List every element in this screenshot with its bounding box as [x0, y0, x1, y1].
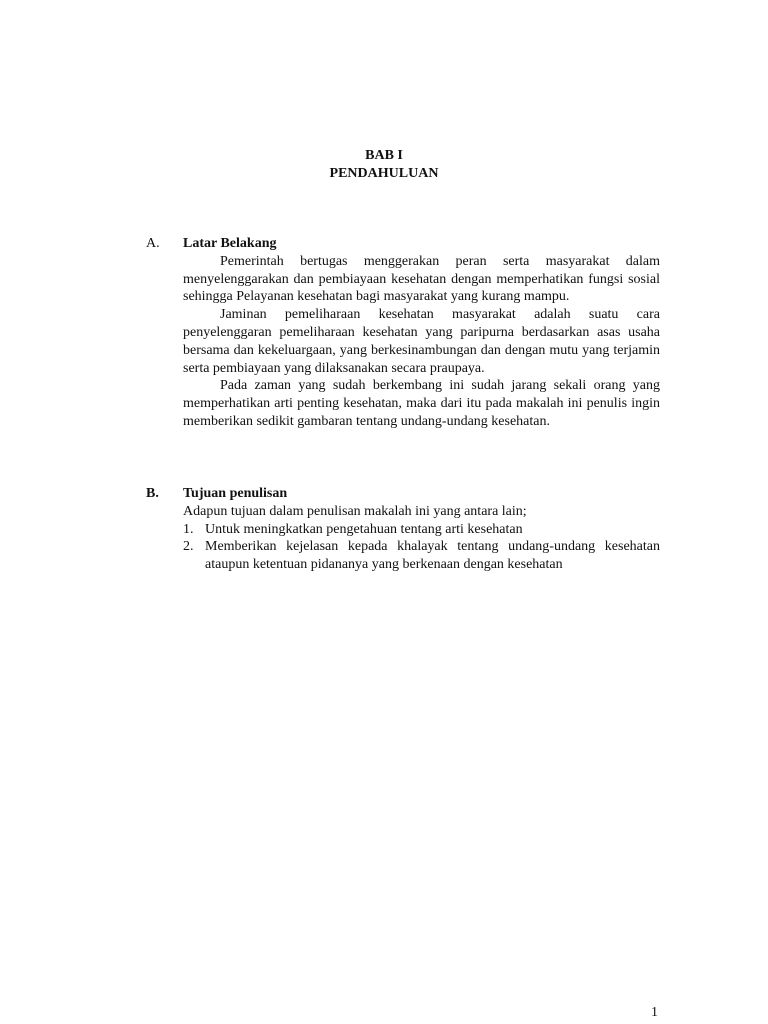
- section-heading: Latar Belakang: [183, 236, 277, 251]
- section-latar-belakang: [146, 235, 660, 431]
- paragraph: Pada zaman yang sudah berkembang ini sudah jarang sekali orang yang memperhatikan arti penting kesehatan, maka dari itu pada makalah ini penulis ingin memberikan sedikit gambaran tentang undang-undang kesehatan.: [183, 378, 660, 429]
- section-intro: Adapun tujuan dalam penulisan makalah ini yang antara lain;: [183, 503, 527, 519]
- list-item: [183, 538, 660, 574]
- list-item-text: Untuk meningkatkan pengetahuan tentang arti kesehatan: [205, 521, 523, 537]
- list-item: [183, 521, 660, 539]
- chapter-title: PENDAHULUAN: [329, 166, 439, 181]
- chapter-number: BAB I: [365, 148, 403, 163]
- section-heading: Tujuan penulisan: [183, 486, 288, 501]
- page-number: 1: [651, 1005, 658, 1020]
- list-item-number: 1.: [183, 521, 194, 537]
- chapter-heading: [0, 147, 768, 183]
- section-marker: A.: [146, 236, 160, 251]
- objectives-list: [183, 521, 660, 574]
- list-item-number: 2.: [183, 539, 194, 555]
- list-item-text: Memberikan kejelasan kepada khalayak tentang undang-undang kesehatan ataupun ketentuan pidananya yang berkenaan dengan kesehatan: [205, 539, 660, 573]
- paragraph: Pemerintah bertugas menggerakan peran serta masyarakat dalam menyelenggarakan dan pembiayaan kesehatan dengan memperhatikan fungsi sosial sehingga Pelayanan kesehatan bagi masyarakat yang kurang mampu.: [183, 253, 660, 305]
- section-marker: B.: [146, 486, 159, 501]
- paragraph: Jaminan pemeliharaan kesehatan masyarakat adalah suatu cara penyelenggaran pemeliharaan kesehatan yang paripurna berdasarkan asas usaha bersama dan kekeluargaan, yang berkesinambungan dan dengan mutu yang terjamin serta pembiayaan yang dilaksanakan secara praupaya.: [183, 307, 660, 376]
- section-tujuan-penulisan: [146, 485, 660, 574]
